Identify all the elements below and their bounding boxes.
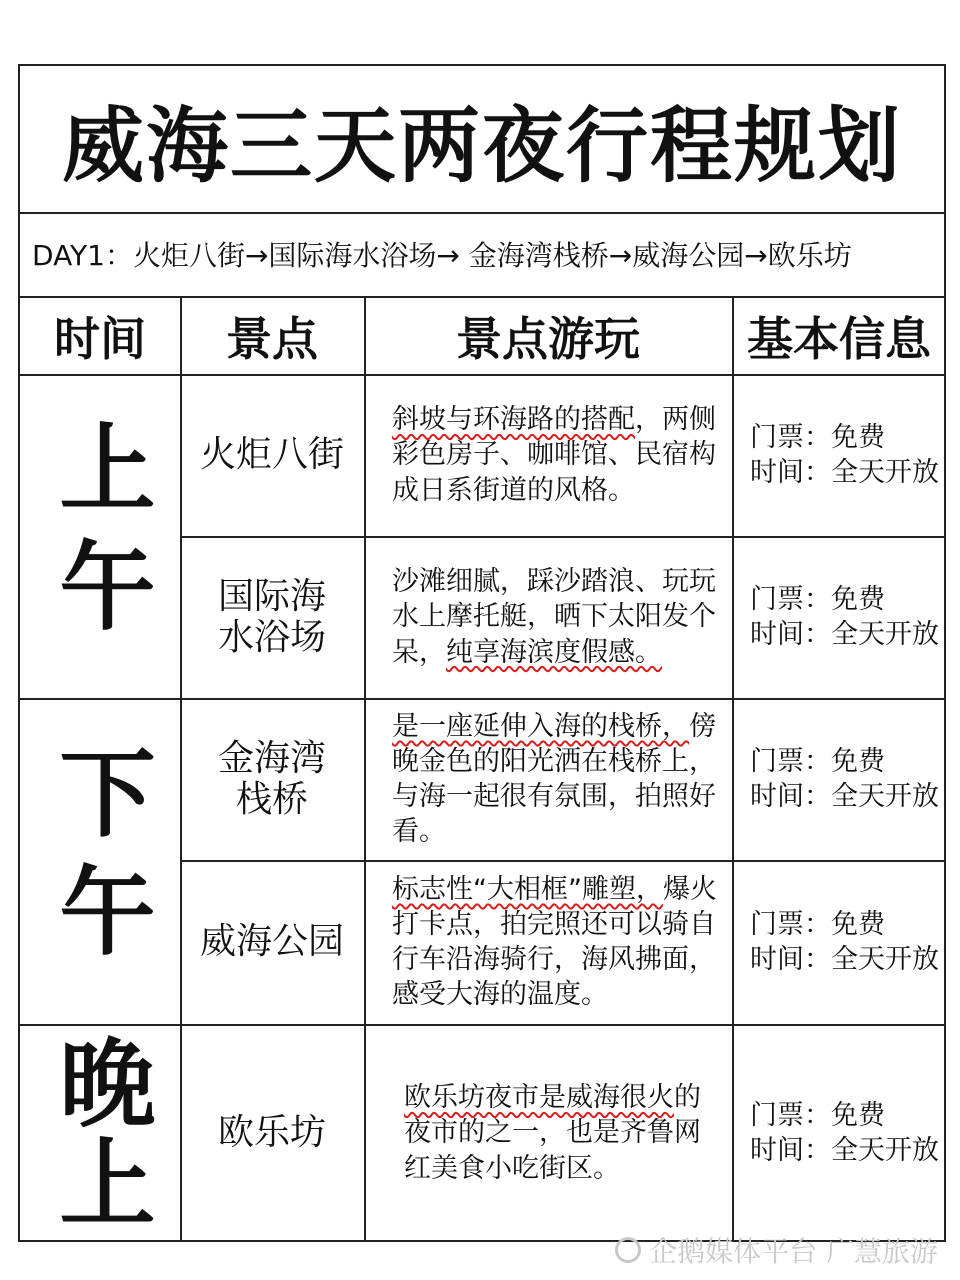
spot-name: 火炬八街 <box>199 434 344 476</box>
hours-info: 时间：全天开放 <box>750 1135 939 1166</box>
itinerary-table <box>20 298 944 1242</box>
spot-info <box>732 1024 946 1242</box>
spot-name: 金海湾栈桥 <box>218 737 327 820</box>
description-text: 爆火打卡点，拍完照还可以骑自行车沿海骑行，海风拂面，感受大海的温度。 <box>392 873 717 1011</box>
period-afternoon-label: 下午 <box>44 743 156 979</box>
spot-description <box>364 698 732 860</box>
ticket-info: 门票：免费 <box>750 583 885 615</box>
highlight-text: 纯享海滨度假感。 <box>446 636 662 668</box>
spot-description <box>364 374 732 536</box>
ticket-info: 门票：免费 <box>750 1099 885 1131</box>
header-play: 景点游玩 <box>456 312 640 366</box>
spot-description <box>364 860 732 1024</box>
spot-info <box>732 698 946 860</box>
period-evening <box>20 1024 180 1242</box>
spot-name: 欧乐坊 <box>217 1112 326 1154</box>
highlight-text: 斜坡与环海路的搭配 <box>392 404 635 436</box>
spot-info <box>732 374 946 536</box>
description-text: 傍晚金色的阳光洒在栈桥上，与海一起很有氛围，拍照好看。 <box>392 710 716 848</box>
description-text: ，两侧彩色房子、咖啡馆、民宿构成日系街道的风格。 <box>392 404 716 506</box>
period-morning-label: 上午 <box>44 418 156 654</box>
spot-info <box>732 860 946 1024</box>
spot-description <box>364 536 732 698</box>
ticket-info: 门票：免费 <box>750 421 885 453</box>
penguin-logo-icon <box>615 1237 641 1263</box>
watermark <box>615 1230 938 1270</box>
hours-info: 时间：全天开放 <box>750 457 939 488</box>
hours-info: 时间：全天开放 <box>750 781 939 812</box>
header-info: 基本信息 <box>747 312 931 366</box>
ticket-info: 门票：免费 <box>750 908 885 940</box>
highlight-text: 是一座延伸入海的栈桥， <box>392 710 689 742</box>
ticket-info: 门票：免费 <box>750 745 885 777</box>
period-evening-label: 晚上 <box>44 1033 156 1233</box>
spot-info <box>732 536 946 698</box>
period-morning <box>20 374 180 698</box>
spot-name: 国际海水浴场 <box>217 575 326 658</box>
hours-info: 时间：全天开放 <box>750 944 939 975</box>
hours-info: 时间：全天开放 <box>750 619 939 650</box>
page-title: 威海三天两夜行程规划 <box>20 66 944 214</box>
description-text: 沙滩细腻，踩沙踏浪、玩玩水上摩托艇，晒下太阳发个呆， <box>392 566 716 668</box>
spot-description <box>364 1024 732 1242</box>
description-text: 的夜市的之一，也是齐鲁网红美食小吃街区。 <box>404 1082 701 1184</box>
period-afternoon <box>20 698 180 1024</box>
watermark-text: 企鹅媒体平台 广慧旅游 <box>649 1235 938 1268</box>
highlight-text: 欧乐坊夜市是威海很火 <box>404 1082 674 1114</box>
day1-route: DAY1：火炬八街→国际海水浴场→ 金海湾栈桥→威海公园→欧乐坊 <box>20 212 944 298</box>
header-spot: 景点 <box>226 312 318 366</box>
highlight-text: 标志性“大相框”雕塑， <box>392 873 663 905</box>
itinerary-sheet <box>18 64 946 1242</box>
spot-name: 威海公园 <box>199 921 344 963</box>
header-time: 时间 <box>54 312 146 366</box>
